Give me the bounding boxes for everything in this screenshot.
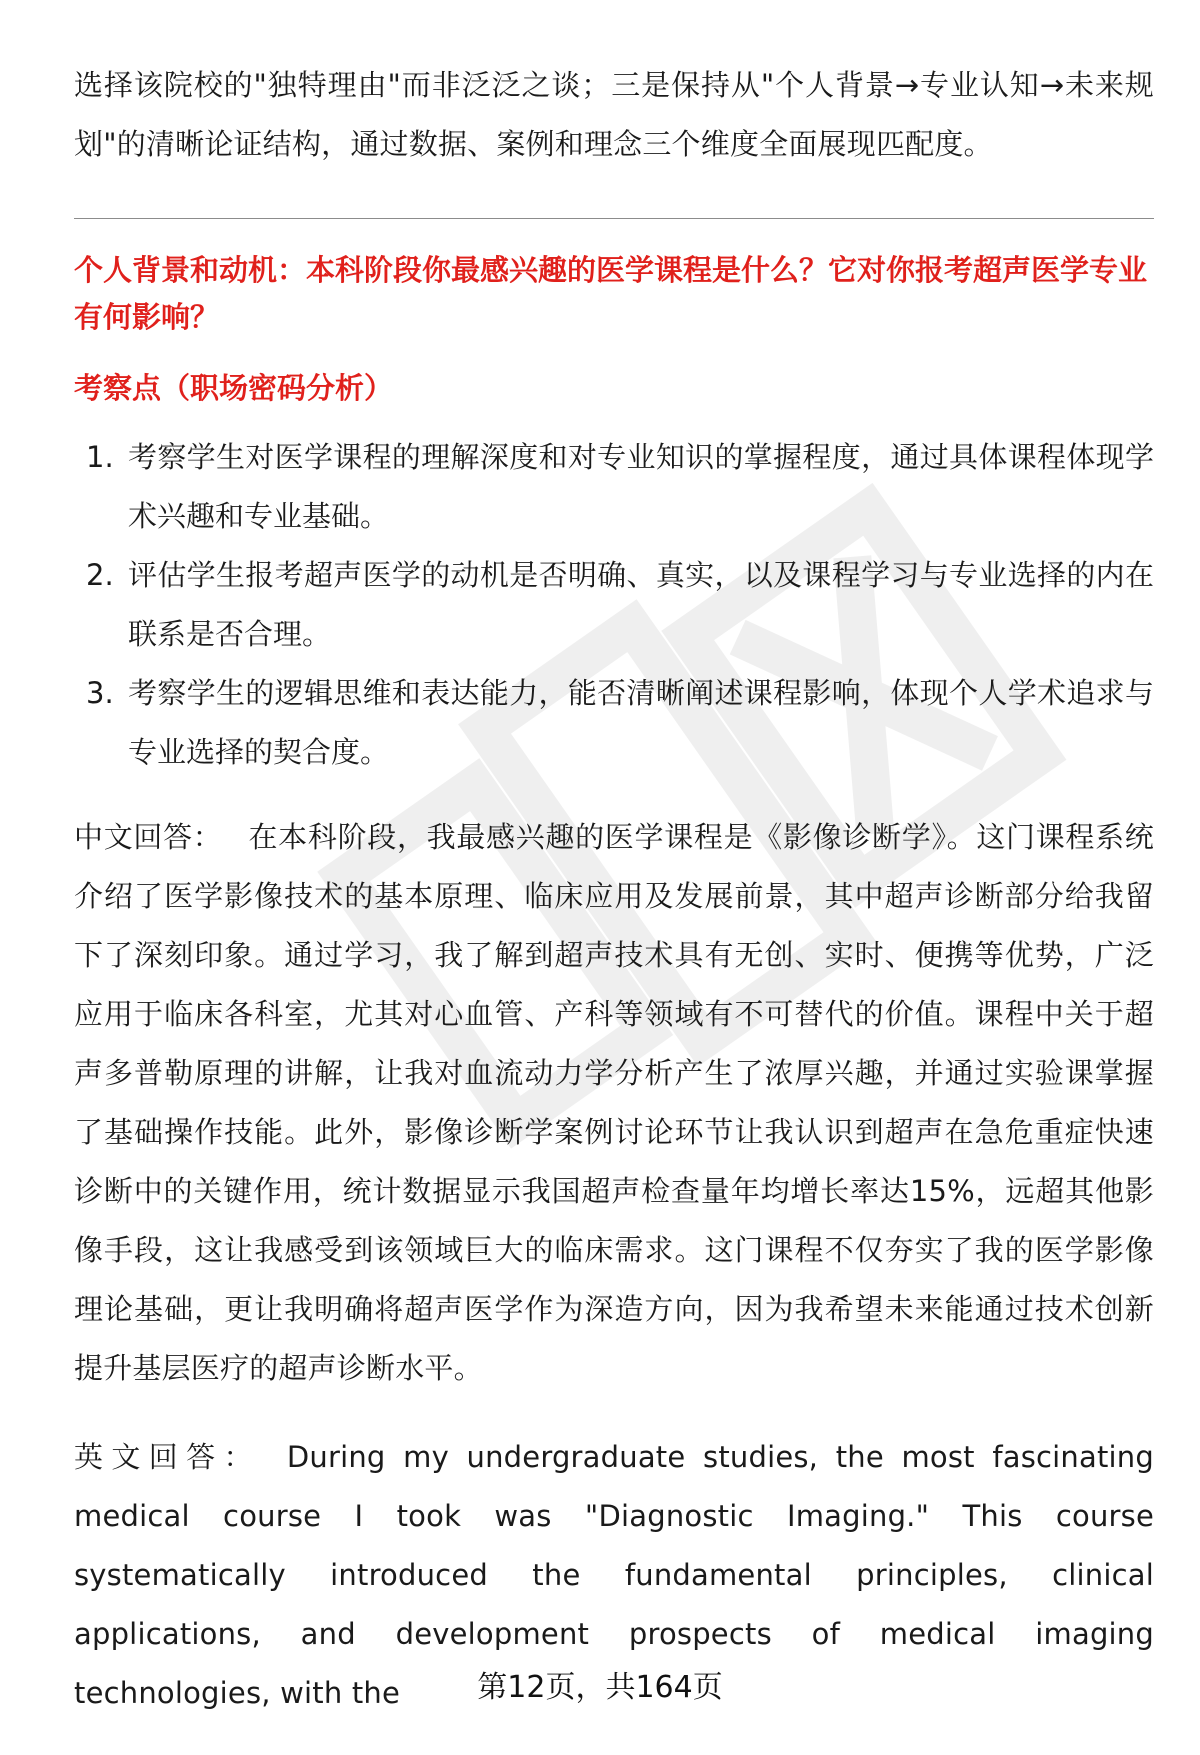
page-number: 第12页，共164页 xyxy=(477,1670,723,1705)
section-divider xyxy=(74,218,1154,219)
item-text: 考察学生的逻辑思维和表达能力，能否清晰阐述课程影响，体现个人学术追求与专业选择的契合度。 xyxy=(128,676,1154,769)
examination-item xyxy=(74,664,1154,782)
examination-list xyxy=(74,428,1154,782)
question-title: 个人背景和动机：本科阶段你最感兴趣的医学课程是什么？它对你报考超声医学专业有何影响？ xyxy=(74,253,1148,334)
chinese-answer xyxy=(74,808,1154,1398)
intro-paragraph: 选择该院校的"独特理由"而非泛泛之谈；三是保持从"个人背景→专业认知→未来规划"的清晰论证结构，通过数据、案例和理念三个维度全面展现匹配度。 xyxy=(74,68,1154,161)
item-number: 1. xyxy=(86,440,114,474)
item-number: 2. xyxy=(86,558,114,592)
document-page xyxy=(74,56,1154,1723)
chinese-answer-label: 中文回答： xyxy=(74,820,223,854)
item-text: 评估学生报考超声医学的动机是否明确、真实，以及课程学习与专业选择的内在联系是否合理。 xyxy=(128,558,1154,651)
examination-item xyxy=(74,428,1154,546)
examination-title: 考察点（职场密码分析） xyxy=(74,371,394,405)
item-number: 3. xyxy=(86,676,114,710)
english-answer-text: During my undergraduate studies, the most fascinating medical course I took was "Diagnostic Imaging." This course systematically introduced the fundamental principles, clinical applications, and development prospects of medical imaging technologies, with the xyxy=(74,1440,1154,1710)
english-answer-label: 英文回答： xyxy=(74,1440,261,1474)
examination-item xyxy=(74,546,1154,664)
chinese-answer-text: 在本科阶段，我最感兴趣的医学课程是《影像诊断学》。这门课程系统介绍了医学影像技术的基本原理、临床应用及发展前景，其中超声诊断部分给我留下了深刻印象。通过学习，我了解到超声技术具有无创、实时、便携等优势，广泛应用于临床各科室，尤其对心血管、产科等领域有不可替代的价值。课程中关于超声多普勒原理的讲解，让我对血流动力学分析产生了浓厚兴趣，并通过实验课掌握了基础操作技能。此外，影像诊断学案例讨论环节让我认识到超声在急危重症快速诊断中的关键作用，统计数据显示我国超声检查量年均增长率达15%，远超其他影像手段，这让我感受到该领域巨大的临床需求。这门课程不仅夯实了我的医学影像理论基础，更让我明确将超声医学作为深造方向，因为我希望未来能通过技术创新提升基层医疗的超声诊断水平。 xyxy=(74,820,1154,1385)
item-text: 考察学生对医学课程的理解深度和对专业知识的掌握程度，通过具体课程体现学术兴趣和专业基础。 xyxy=(128,440,1154,533)
